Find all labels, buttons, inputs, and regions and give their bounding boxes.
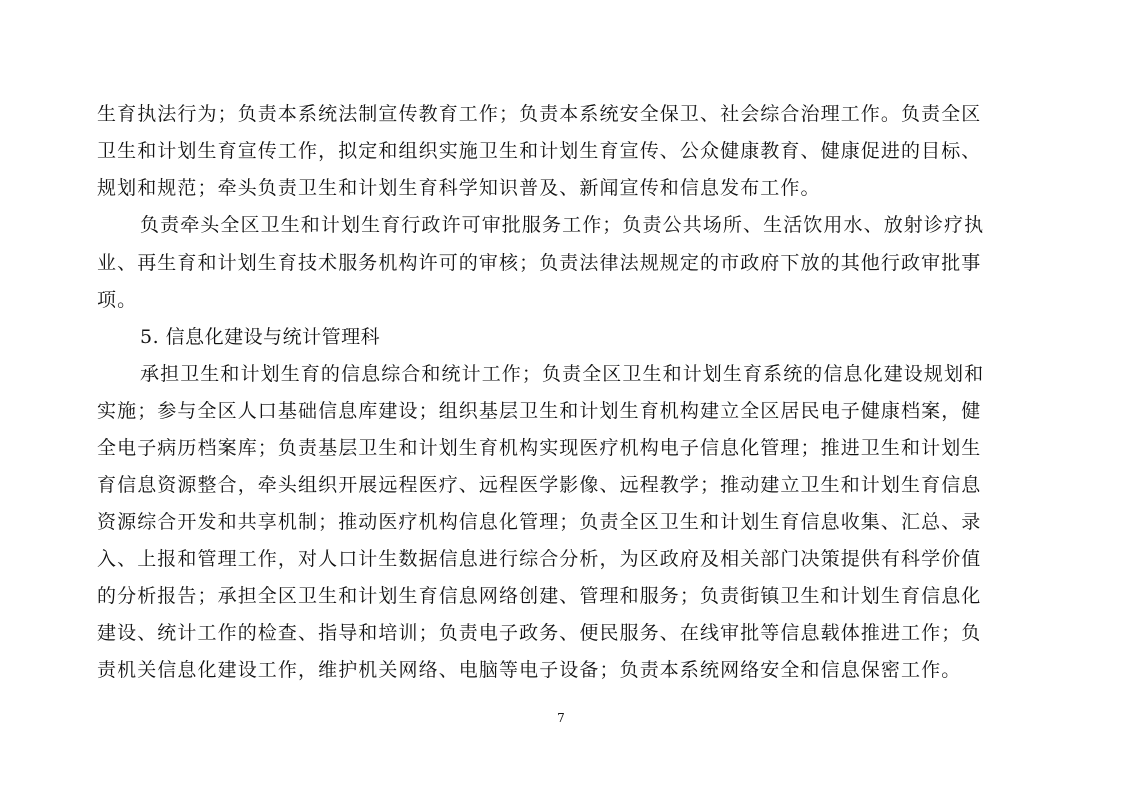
paragraph-first-line: 负责牵头全区卫生和计划生育行政许可审批服务工作；负责公共场所、生活饮用水、放射诊疗执 [140, 214, 985, 236]
body-text-line: 的分析报告；承担全区卫生和计划生育信息网络创建、管理和服务；负责街镇卫生和计划生育信息化 [97, 585, 982, 607]
body-text-line: 入、上报和管理工作，对人口计生数据信息进行综合分析，为区政府及相关部门决策提供有科学价值 [97, 548, 982, 570]
body-text-line: 实施；参与全区人口基础信息库建设；组织基层卫生和计划生育机构建立全区居民电子健康档案，健 [97, 400, 982, 422]
body-text-line: 全电子病历档案库；负责基层卫生和计划生育机构实现医疗机构电子信息化管理；推进卫生和计划生 [97, 437, 982, 459]
body-text-line: 业、再生育和计划生育技术服务机构许可的审核；负责法律法规规定的市政府下放的其他行政审批事 [97, 252, 982, 274]
section-heading: 5. 信息化建设与统计管理科 [140, 326, 381, 348]
body-text-line: 规划和规范；牵头负责卫生和计划生育科学知识普及、新闻宣传和信息发布工作。 [97, 177, 821, 199]
page-number: 7 [557, 711, 565, 725]
body-text-line: 育信息资源整合，牵头组织开展远程医疗、远程医学影像、远程教学；推动建立卫生和计划生育信息 [97, 474, 982, 496]
paragraph-first-line: 承担卫生和计划生育的信息综合和统计工作；负责全区卫生和计划生育系统的信息化建设规划和 [140, 363, 985, 385]
body-text-line: 卫生和计划生育宣传工作，拟定和组织实施卫生和计划生育宣传、公众健康教育、健康促进的目标、 [97, 140, 982, 162]
body-text-line: 建设、统计工作的检查、指导和培训；负责电子政务、便民服务、在线审批等信息载体推进工作；负 [97, 622, 982, 644]
body-text-line: 资源综合开发和共享机制；推动医疗机构信息化管理；负责全区卫生和计划生育信息收集、汇总、录 [97, 511, 982, 533]
body-text-line: 责机关信息化建设工作，维护机关网络、电脑等电子设备；负责本系统网络安全和信息保密工作。 [97, 659, 962, 681]
body-text-line: 生育执法行为；负责本系统法制宣传教育工作；负责本系统安全保卫、社会综合治理工作。负责全区 [97, 103, 982, 125]
body-text-line: 项。 [97, 289, 138, 311]
